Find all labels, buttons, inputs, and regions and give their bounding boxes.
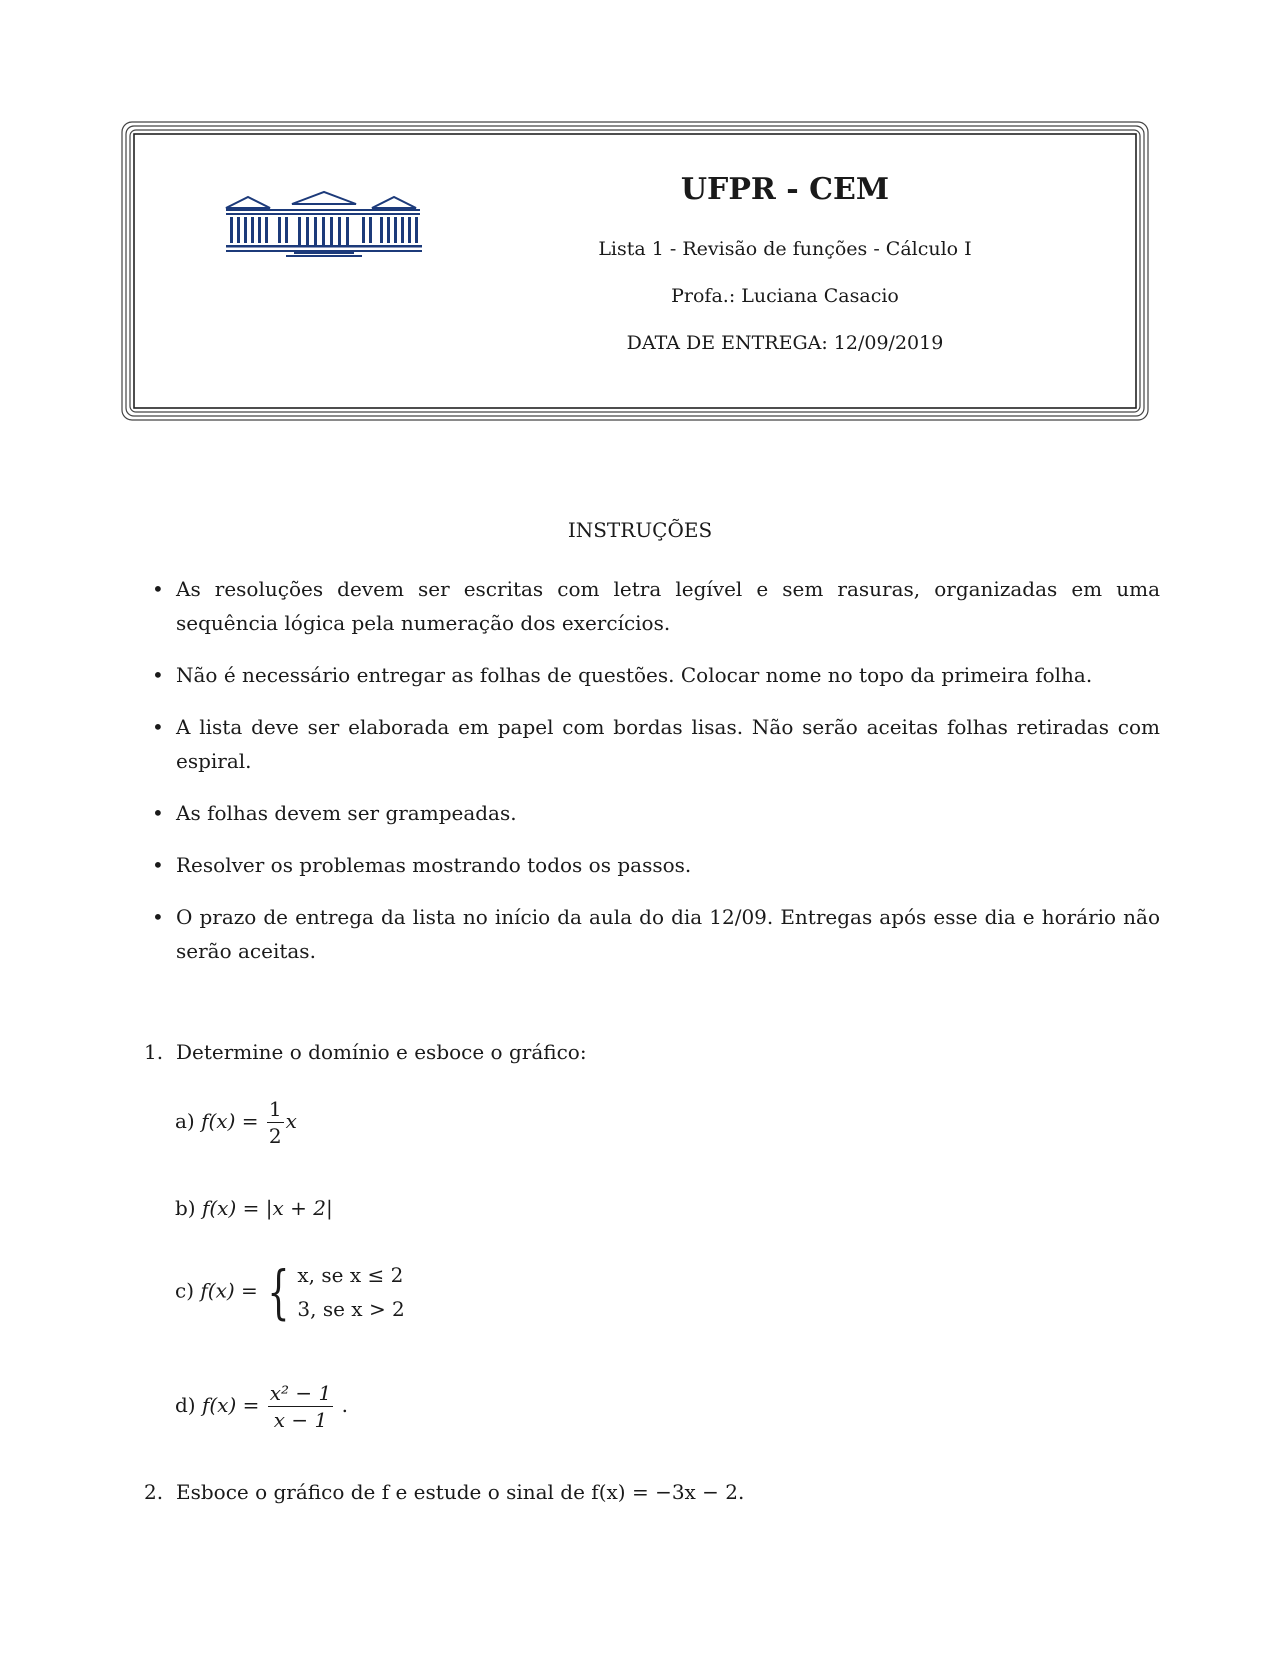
variable: x <box>285 1109 297 1133</box>
exercise-number: 1. <box>144 1040 164 1064</box>
bullet-icon: • <box>152 853 164 877</box>
function-lhs: f(x) = <box>201 1196 260 1220</box>
exercise-1 <box>144 1040 587 1064</box>
function-expression: |x + 2| <box>265 1196 333 1220</box>
bullet-icon: • <box>152 905 164 929</box>
list-item <box>150 848 1160 882</box>
list-title: Lista 1 - Revisão de funções - Cálculo I <box>598 238 972 260</box>
denominator: x − 1 <box>273 1408 328 1432</box>
header-title: UFPR - CEM <box>680 172 890 207</box>
fraction <box>267 1096 284 1149</box>
bullet-icon: • <box>152 577 164 601</box>
instructions-title: INSTRUÇÕES <box>567 518 713 542</box>
item-label: b) <box>175 1196 196 1220</box>
fraction <box>268 1380 334 1433</box>
professor-name: Profa.: Luciana Casacio <box>671 285 899 307</box>
exercise-number: 2. <box>144 1480 164 1504</box>
numerator: 1 <box>268 1097 282 1121</box>
due-date: DATA DE ENTREGA: 12/09/2019 <box>626 332 944 354</box>
bullet-icon: • <box>152 801 164 825</box>
list-item <box>150 658 1160 692</box>
exercise-text: Esboce o gráfico de f e estude o sinal de f(x) = −3x − 2. <box>176 1480 745 1504</box>
exercise-1b <box>175 1196 333 1220</box>
period: . <box>341 1393 348 1417</box>
list-item <box>150 796 1160 830</box>
function-lhs: f(x) = <box>201 1109 259 1133</box>
function-lhs: f(x) = <box>201 1393 260 1417</box>
function-lhs: f(x) = <box>200 1278 258 1303</box>
piecewise-cases <box>297 1258 404 1326</box>
building-columns-icon <box>224 190 424 320</box>
item-label: c) <box>175 1278 195 1303</box>
exercise-1c <box>175 1258 405 1326</box>
list-item <box>150 572 1160 640</box>
bullet-icon: • <box>152 663 164 687</box>
bullet-icon: • <box>152 715 164 739</box>
item-label: d) <box>175 1393 196 1417</box>
list-item <box>150 900 1160 968</box>
exercise-2 <box>144 1480 744 1504</box>
case-2: 3, se x > 2 <box>297 1297 405 1321</box>
instruction-text: As folhas devem ser grampeadas. <box>176 801 517 825</box>
instruction-text: A lista deve ser elaborada em papel com bordas lisas. Não serão aceitas folhas retiradas com espiral. <box>176 715 1160 773</box>
instruction-text: O prazo de entrega da lista no início da aula do dia 12/09. Entregas após esse dia e horário não serão aceitas. <box>176 905 1160 963</box>
exercise-text: Determine o domínio e esboce o gráfico: <box>176 1040 587 1064</box>
instruction-text: Resolver os problemas mostrando todos os passos. <box>176 853 692 877</box>
list-item <box>150 710 1160 778</box>
instruction-text: As resoluções devem ser escritas com letra legível e sem rasuras, organizadas em uma sequência lógica pela numeração dos exercícios. <box>176 577 1160 635</box>
instruction-text: Não é necessário entregar as folhas de questões. Colocar nome no topo da primeira folha. <box>176 663 1093 687</box>
item-label: a) <box>175 1109 195 1133</box>
denominator: 2 <box>268 1124 282 1148</box>
exercise-1a <box>175 1096 297 1149</box>
ufpr-logo <box>224 190 424 324</box>
case-1: x, se x ≤ 2 <box>297 1263 404 1287</box>
numerator: x² − 1 <box>269 1381 332 1405</box>
exercise-1d <box>175 1380 348 1433</box>
left-brace: { <box>267 1258 290 1326</box>
header-frame <box>120 120 1150 422</box>
instructions-list <box>150 572 1160 986</box>
